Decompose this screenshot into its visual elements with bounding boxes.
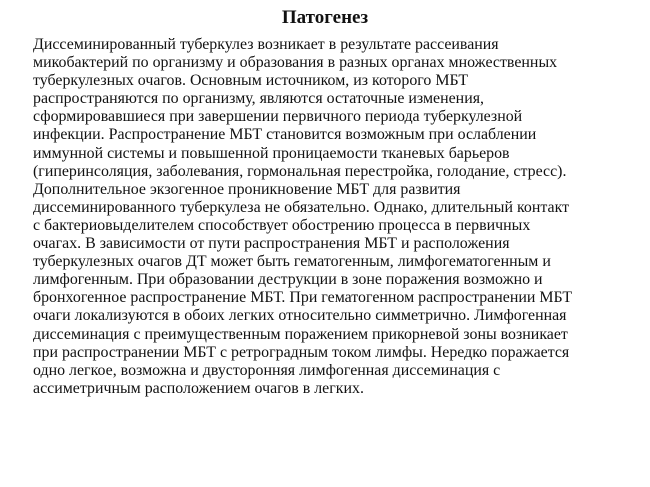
text-line: Диссеминированный туберкулез возникает в результате рассеивания (33, 36, 499, 53)
text-line: с бактериовыделителем способствует обострению процесса в первичных (33, 216, 531, 234)
text-line: распространяются по организму, являются остаточные изменения, (33, 90, 485, 108)
text-line: бронхогенное распространение МБТ. При гематогенном распространении МБТ (33, 289, 573, 307)
text-line: очагах. В зависимости от пути распространения МБТ и расположения (33, 235, 510, 253)
text-line: очаги локализуются в обоих легких относительно симметрично. Лимфогенная (33, 307, 567, 325)
text-line: (гиперинсоляция, заболевания, гормональная перестройка, голодание, стресс). (33, 162, 567, 180)
text-line: диссеминированного туберкулеза не обязательно. Однако, длительный контакт (33, 198, 570, 216)
text-line: ассиметричным расположением очагов в легких. (33, 379, 364, 397)
text-line: иммунной системы и повышенной проницаемости тканевых барьеров (33, 144, 510, 162)
text-line: диссеминация с преимущественным поражением прикорневой зоны возникает (33, 325, 568, 343)
page-title: Патогенез (281, 7, 369, 28)
text-line: Дополнительное экзогенное проникновение МБТ для развития (33, 180, 461, 198)
text-line: микобактерий по организму и образования в разных органах множественных (33, 54, 558, 72)
text-line: инфекции. Распространение МБТ становится возможным при ослаблении (33, 126, 537, 144)
text-line: одно легкое, возможна и двусторонняя лимфогенная диссеминация с (33, 361, 501, 379)
text-line: туберкулезных очагов ДТ может быть гематогенным, лимфогематогенным и (33, 253, 551, 271)
text-line: туберкулезных очагов. Основным источником, из которого МБТ (33, 72, 469, 90)
text-line: сформировавшиеся при завершении первичного периода туберкулезной (33, 108, 523, 126)
text-line: лимфогенным. При образовании деструкции в зоне поражения возможно и (33, 271, 543, 289)
text-line: при распространении МБТ с ретроградным током лимфы. Нередко поражается (33, 343, 570, 361)
body-paragraph (33, 36, 650, 398)
